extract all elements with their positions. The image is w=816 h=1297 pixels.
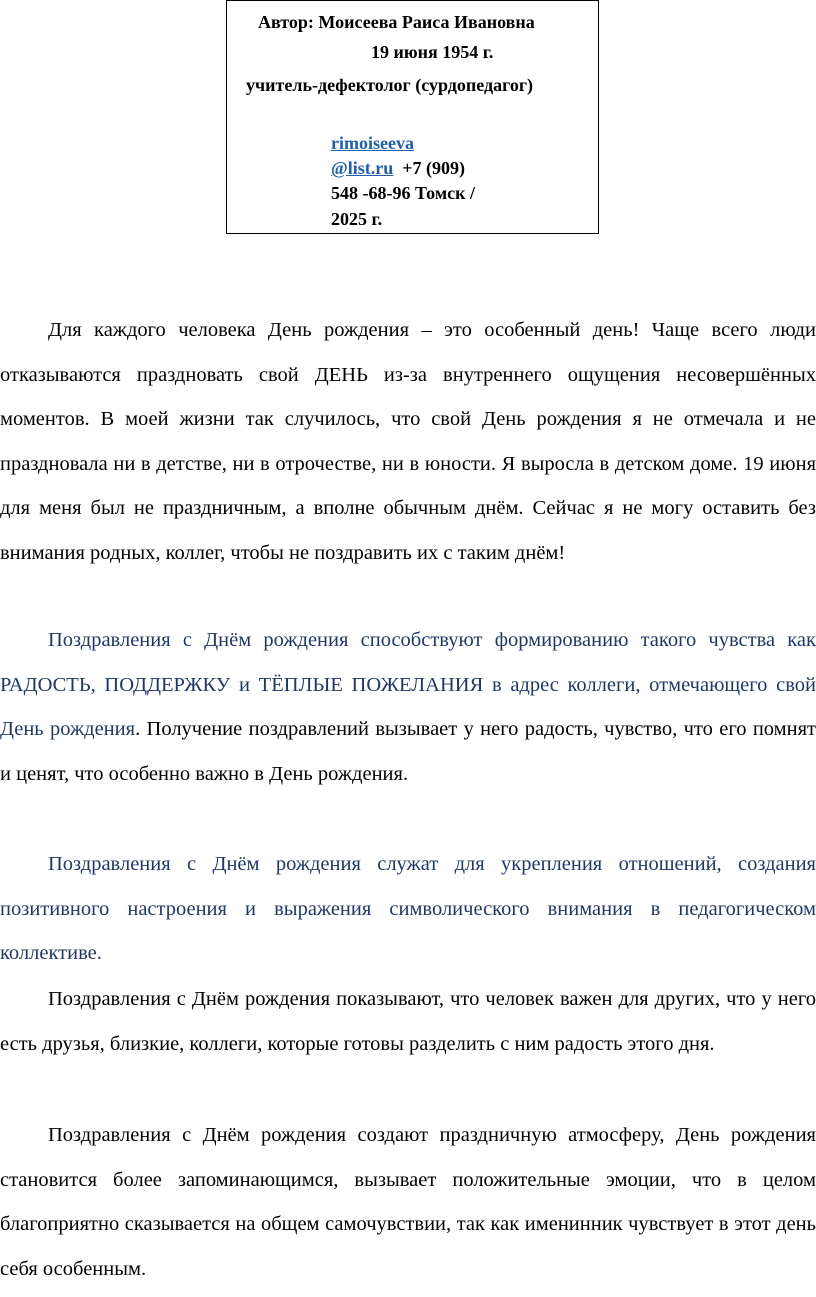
author-name: Автор: Моисеева Раиса Ивановна	[258, 12, 535, 32]
birth-date: 19 июня 1954 г.	[371, 42, 494, 62]
email-link-part2[interactable]: @list.ru	[331, 158, 394, 178]
paragraph-5: Поздравления с Днём рождения создают праздничную атмосферу, День рождения становится более запоминающимся, вызывает положительные эмоции, что в целом благоприятно сказывается на общем самочувствии, так как именинник чувствует в этот день себя особенным.	[0, 1124, 816, 1280]
paragraph-2-highlight: Поздравления с Днём рождения способствуют формированию такого чувства как РАДОСТЬ, ПОДДЕРЖКУ и ТЁПЛЫЕ ПОЖЕЛАНИЯ в адрес коллеги, отмечающего свой День рождения	[0, 629, 816, 740]
paragraph-2-rest: . Получение поздравлений вызывает у него радость, чувство, что его помнят и ценят, что особенно важно в День рождения.	[0, 718, 816, 785]
email-phone-line	[331, 156, 465, 181]
author-position: учитель-дефектолог (сурдопедагог)	[246, 75, 533, 95]
author-info-box	[226, 0, 599, 234]
paragraph-3: Поздравления с Днём рождения служат для укрепления отношений, создания позитивного настроения и выражения символического внимания в педагогическом коллективе.	[0, 853, 816, 964]
paragraph-1: Для каждого человека День рождения – это особенный день! Чаще всего люди отказываются праздновать свой ДЕНЬ из-за внутреннего ощущения несовершённых моментов. В моей жизни так случилось, что свой День рождения я не отмечала и не праздновала ни в детстве, ни в отрочестве, ни в юности. Я выросла в детском доме. 19 июня для меня был не праздничным, а вполне обычным днём. Сейчас я не могу оставить без внимания родных, коллег, чтобы не поздравить их с таким днём!	[0, 319, 816, 564]
email-link-part1[interactable]: rimoiseeva	[331, 133, 414, 153]
paragraph-4: Поздравления с Днём рождения показывают, что человек важен для других, что у него есть друзья, близкие, коллеги, которые готовы разделить с ним радость этого дня.	[0, 988, 816, 1055]
phone-city: 548 -68-96 Томск /	[331, 183, 475, 203]
phone-part1: +7 (909)	[402, 158, 465, 178]
year: 2025 г.	[331, 209, 383, 229]
paragraph-2	[0, 618, 816, 796]
